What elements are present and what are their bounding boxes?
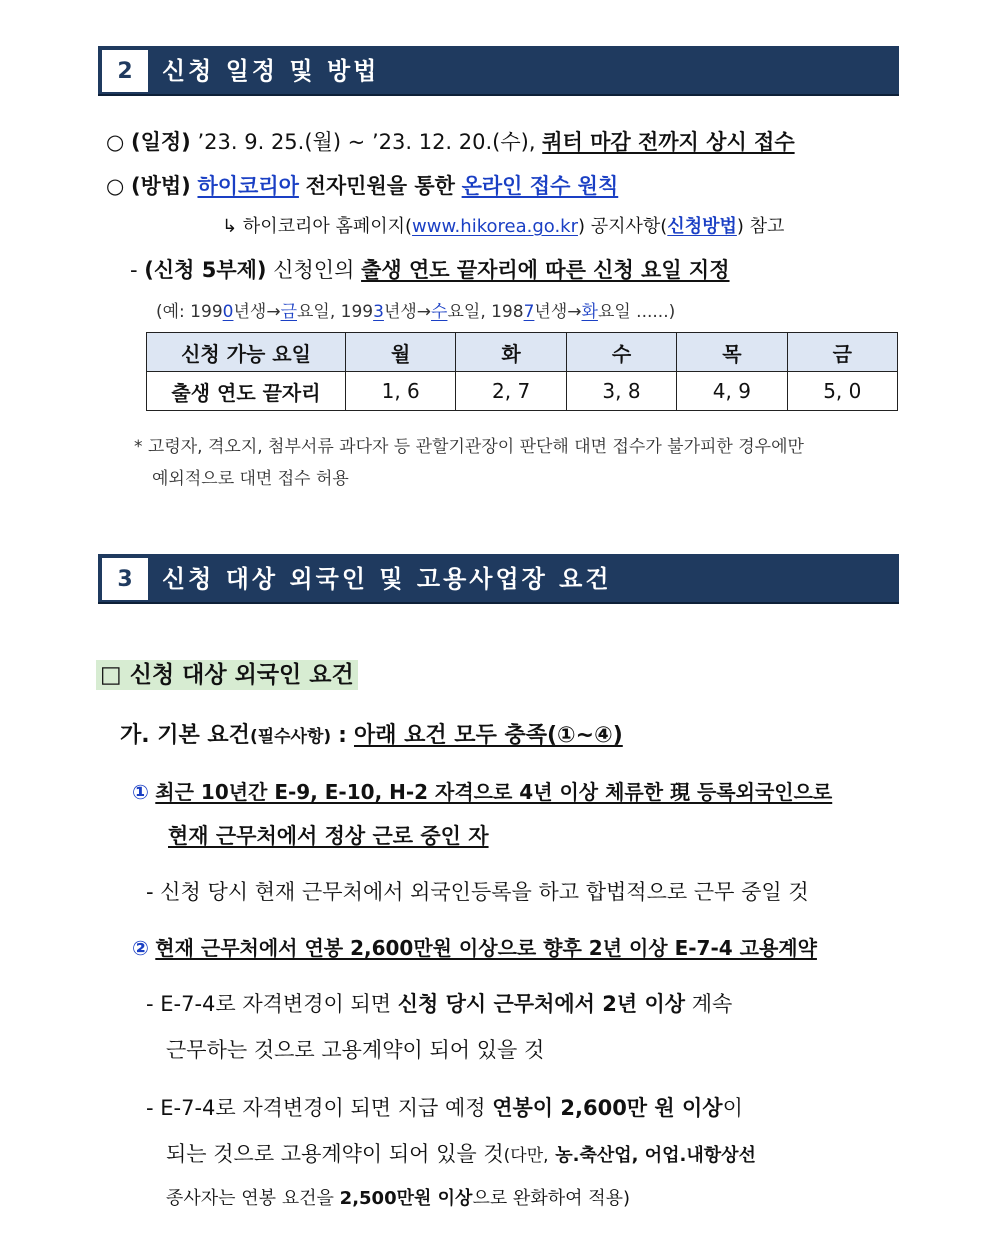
section-number: 3 — [102, 558, 148, 600]
hikorea-url-link[interactable]: www.hikorea.go.kr — [412, 216, 578, 237]
req2-detail-2 — [146, 1092, 743, 1122]
basic-requirement — [120, 718, 623, 749]
example-weekday: 수 — [431, 302, 448, 322]
detail-text: 계속 — [691, 992, 733, 1016]
five-day-rule — [130, 254, 730, 284]
detail-text: 이 — [722, 1096, 743, 1120]
detail-emphasis: 연봉이 2,600만 원 이상 — [492, 1096, 723, 1120]
req1-line2: 현재 근무처에서 정상 근로 중인 자 — [168, 824, 489, 848]
detail-text: 종사자는 연봉 요건을 — [166, 1188, 334, 1209]
method-line — [106, 170, 618, 200]
req2-detail-2-line3 — [166, 1184, 630, 1210]
section-title: 신청 대상 외국인 및 고용사업장 요건 — [162, 565, 612, 593]
table-cell: 5, 0 — [787, 372, 897, 411]
application-method-link[interactable]: 신청방법 — [667, 216, 737, 237]
note-suffix: ) 참고 — [736, 216, 785, 237]
example-text: 요일 ......) — [597, 302, 676, 322]
footnote-line-2: 예외적으로 대면 접수 허용 — [152, 469, 349, 489]
basic-label: 가. 기본 요건 — [120, 723, 250, 748]
example-weekday: 금 — [280, 302, 297, 322]
example-text: 년생→ — [534, 302, 582, 322]
hikorea-link[interactable]: 하이코리아 — [197, 174, 299, 198]
detail-emphasis: 2,500만원 이상 — [339, 1188, 473, 1209]
table-cell: 2, 7 — [456, 372, 566, 411]
table-cell: 3, 8 — [566, 372, 676, 411]
req1-line1: 최근 10년간 E-9, E-10, H-2 자격으로 4년 이상 체류한 現 등록외국인으로 — [155, 780, 833, 804]
example-text: 년생→ — [383, 302, 432, 322]
detail-emphasis: 신청 당시 근무처에서 2년 이상 — [397, 992, 686, 1016]
example-digit: 7 — [523, 302, 535, 322]
table-day-fri: 금 — [787, 333, 897, 372]
req1-detail: - 신청 당시 현재 근무처에서 외국인등록을 하고 합법적으로 근무 중일 것 — [146, 880, 809, 904]
section-title: 신청 일정 및 방법 — [162, 57, 380, 85]
detail-text: - E-7-4로 자격변경이 되면 지급 예정 — [146, 1096, 486, 1120]
method-label: (방법) — [131, 174, 191, 198]
schedule-emphasis: 쿼터 마감 전까지 상시 접수 — [542, 130, 795, 154]
example-line — [156, 297, 675, 322]
example-text: (예: 199 — [156, 302, 223, 322]
req2-detail-1-line2: 근무하는 것으로 고용계약이 되어 있을 것 — [166, 1038, 545, 1062]
colon: : — [338, 723, 347, 748]
circle-bullet: ○ — [106, 174, 125, 198]
method-note — [222, 212, 784, 238]
requirement-2 — [132, 932, 817, 961]
table-row — [147, 372, 898, 411]
schedule-dates: ’23. 9. 25.(월) ~ ’23. 12. 20.(수), — [197, 130, 536, 154]
req2-detail-2-line2 — [166, 1138, 756, 1168]
weekday-table — [146, 332, 898, 411]
subheading-text: □ 신청 대상 외국인 요건 — [96, 660, 358, 690]
five-day-emphasis: 출생 연도 끝자리에 따른 신청 요일 지정 — [361, 258, 730, 282]
footnote-line-1: * 고령자, 격오지, 첨부서류 과다자 등 관할기관장이 판단해 대면 접수가 불가피한 경우에만 — [134, 437, 804, 457]
table-day-wed: 수 — [566, 333, 676, 372]
section-3-header — [98, 554, 899, 604]
req-number: ① — [132, 780, 149, 804]
method-emphasis: 온라인 접수 원칙 — [461, 174, 619, 198]
example-digit: 3 — [373, 302, 384, 322]
detail-text: 으로 완화하여 적용) — [472, 1188, 631, 1209]
example-text: 요일, 199 — [297, 302, 374, 322]
basic-small: (필수사항) — [249, 727, 332, 747]
five-day-label: (신청 5부제) — [144, 258, 267, 282]
method-mid: 전자민원을 통한 — [305, 174, 455, 198]
table-day-mon: 월 — [346, 333, 456, 372]
table-day-tue: 화 — [456, 333, 566, 372]
note-prefix: ↳ 하이코리아 홈페이지( — [222, 216, 413, 237]
detail-text: (다만, — [503, 1146, 549, 1166]
detail-text: 되는 것으로 고용계약이 되어 있을 것 — [166, 1142, 504, 1166]
table-header-label: 신청 가능 요일 — [147, 333, 346, 372]
dash: - — [130, 258, 138, 282]
requirement-1 — [132, 776, 832, 805]
table-header-row — [147, 333, 898, 372]
circle-bullet: ○ — [106, 130, 125, 154]
schedule-label: (일정) — [131, 130, 191, 154]
basic-emphasis: 아래 요건 모두 충족(①~④) — [353, 723, 623, 748]
req2-text: 현재 근무처에서 연봉 2,600만원 이상으로 향후 2년 이상 E-7-4 고용계약 — [155, 936, 817, 960]
example-digit: 0 — [222, 302, 234, 322]
table-day-thu: 목 — [677, 333, 787, 372]
detail-text: - E-7-4로 자격변경이 되면 — [146, 992, 392, 1016]
section-number: 2 — [102, 50, 148, 92]
section-2-header — [98, 46, 899, 96]
subheading — [96, 656, 358, 689]
example-text: 요일, 198 — [447, 302, 524, 322]
detail-emphasis: 농.축산업, 어업.내항상선 — [555, 1145, 756, 1166]
example-weekday: 화 — [581, 302, 598, 322]
five-day-text: 신청인의 — [273, 258, 355, 282]
table-cell: 1, 6 — [346, 372, 456, 411]
table-cell: 4, 9 — [677, 372, 787, 411]
example-text: 년생→ — [233, 302, 281, 322]
req2-detail-1 — [146, 988, 732, 1018]
table-row-label: 출생 연도 끝자리 — [147, 372, 346, 411]
note-mid: ) 공지사항( — [577, 216, 668, 237]
schedule-line — [106, 126, 795, 156]
req-number: ② — [132, 936, 149, 960]
